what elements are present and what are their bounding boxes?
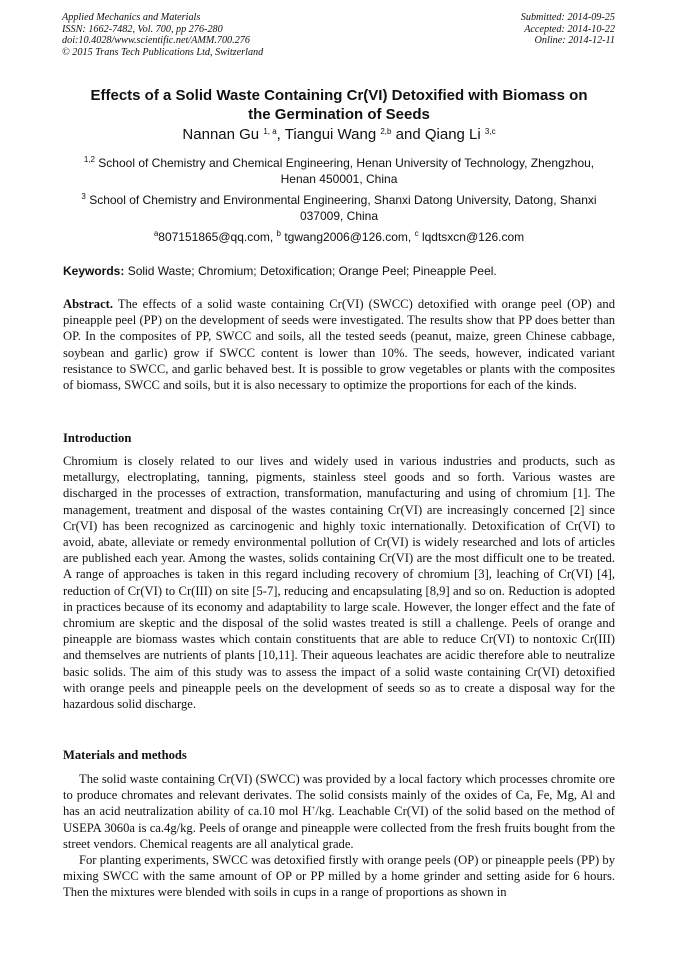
- author-list: [40, 126, 638, 144]
- methods-heading: Materials and methods: [63, 748, 187, 762]
- affiliation-1: [66, 155, 612, 187]
- author-3-name: Qiang Li: [424, 126, 481, 143]
- methods-p1-part-1: The solid waste containing Cr(VI) (SWCC) was provided by a local factory which processes chromite ore to produce chromates and relevant derivates. The solid consists mainly of the oxides of Ca, Fe, Mg, Al and has an acid neutralization ability of ca.10 mol H: [63, 772, 615, 819]
- email-a-marker: a: [153, 229, 159, 238]
- issn-line: ISSN: 1662-7482, Vol. 700, pp 276-280: [62, 23, 223, 35]
- introduction-heading: Introduction: [63, 431, 132, 445]
- abstract-label: Abstract.: [63, 297, 114, 311]
- author-1-affil: 1, a: [263, 127, 277, 136]
- affiliation-2-line-2: 037009, China: [299, 209, 379, 223]
- author-emails: [40, 229, 638, 245]
- author-and: and: [391, 126, 425, 143]
- affiliation-2-line-1: School of Chemistry and Environmental Engineering, Shanxi Datong University, Datong, Shanxi: [85, 193, 597, 207]
- email-c[interactable]: lqdtsxcn@126.com: [418, 230, 525, 244]
- abstract-text: The effects of a solid waste containing Cr(VI) (SWCC) detoxified with orange peel (OP) and pineapple peel (PP) on the development of seeds were investigated. The results show that PP does better than OP. In the composites of PP, SWCC and soils, all the tested seeds (peanut, maize, green Chinese cabbage, soybean and garlic) grow if SWCC content is lower than 10%. The seeds, however, indicated variant resistance to SWCC, and garlic behaved best. It is possible to grow vegetables or plants with the composites of biomass, SWCC and soils, but it is also necessary to optimize the proportions for each of the kinds.: [63, 297, 615, 393]
- submitted-date: Submitted: 2014-09-25: [520, 12, 615, 23]
- introduction-paragraph: Chromium is closely related to our lives and widely used in various industries and products, such as metallurgy, electroplating, tanning, pigments, stainless steel goods and so forth. Various wastes are discharged in the processes of extraction, transformation, manufacturing and using of chromium [1]. The management, treatment and disposal of the wastes containing Cr(VI) are increasingly concerned [2] since Cr(VI) has been recognized as carcinogenic and highly toxic internationally. Detoxification of Cr(VI) to avoid, abate, alleviate or remedy environmental pollution of Cr(VI) is widely researched and lots of articles are published each year. Among the wastes, solids containing Cr(VI) are the most difficult one to be treated. A range of approaches is taken in this regard including recovery of chromium [3], leaching of Cr(VI) [4], reduction of Cr(VI) to Cr(III) on site [5-7], reducing and encapsulating [8,9] and so on. Reduction is adopted in practices because of its economy and adaptability to large scale. However, the longer effect and the fate of chromium are skeptic and the disposal of the solid wastes treated is still a challenge. Peels of orange and pineapple are biomass wastes which contain constituents that are able to reduce Cr(VI) to nontoxic Cr(III) and themselves are nutrients of plants [10,11]. Their aqueous leachates are acidic therefore able to neutralize basic solids. The aim of this study was to assess the impact of a solid waste containing Cr(VI) detoxified with orange peels and pineapple peels on the development of seeds so as to create a disposal way for the hazardous solid discharge.: [63, 454, 615, 712]
- affiliation-2: [66, 192, 612, 224]
- doi-line[interactable]: doi:10.4028/www.scientific.net/AMM.700.276: [62, 35, 250, 46]
- online-date: Online: 2014-12-11: [534, 35, 615, 46]
- email-b-marker: b: [276, 229, 281, 238]
- title-line-2: the Germination of Seeds: [248, 106, 430, 123]
- methods-paragraph-1: [63, 771, 615, 852]
- affiliation-2-marker: 3: [81, 192, 86, 201]
- author-2-name: Tiangui Wang: [284, 126, 377, 143]
- journal-header-left: [62, 12, 263, 58]
- methods-paragraph-2: For planting experiments, SWCC was detoxified firstly with orange peels (OP) or pineapple peels (PP) by mixing SWCC with the same amount of OP or PP milled by a home grinder and setting aside for 6 hours. Then the mixtures were blended with soils in cups in a range of proportions as shown in: [63, 853, 615, 900]
- author-2-affil: 2,b: [380, 127, 392, 136]
- author-1-name: Nannan Gu: [182, 126, 260, 143]
- affiliation-1-line-2: Henan 450001, China: [280, 172, 398, 186]
- copyright-line: © 2015 Trans Tech Publications Ltd, Switzerland: [62, 46, 264, 58]
- methods-section: [63, 771, 615, 901]
- keywords-line: [63, 263, 615, 279]
- methods-p1-part-2: /kg. Leachable Cr(VI) of the solid based on the method of USEPA 3060a is ca.4g/kg. Peels of orange and pineapple were collected from the fresh fruits bought from the street vendors. Chemical reagents are all analytical grade.: [63, 804, 615, 851]
- title-line-1: Effects of a Solid Waste Containing Cr(VI) Detoxified with Biomass on: [90, 87, 588, 104]
- affiliation-1-marker: 1,2: [83, 155, 95, 164]
- methods-p1-superscript: +: [311, 804, 316, 813]
- accepted-date: Accepted: 2014-10-22: [524, 23, 615, 35]
- email-a[interactable]: 807151865@qq.com,: [158, 230, 277, 244]
- paper-title: [40, 86, 638, 124]
- email-b[interactable]: tgwang2006@126.com,: [281, 230, 415, 244]
- affiliation-1-line-1: School of Chemistry and Chemical Engineering, Henan University of Technology, Zhengzhou,: [94, 156, 595, 170]
- keywords-label: Keywords:: [63, 264, 125, 278]
- email-c-marker: c: [414, 229, 419, 238]
- journal-name: Applied Mechanics and Materials: [62, 12, 201, 23]
- author-3-affil: 3,c: [484, 127, 496, 136]
- author-separator: ,: [276, 126, 285, 143]
- keywords-text: Solid Waste; Chromium; Detoxification; Orange Peel; Pineapple Peel.: [124, 264, 497, 278]
- abstract: [63, 296, 615, 393]
- journal-header-right: [521, 12, 615, 47]
